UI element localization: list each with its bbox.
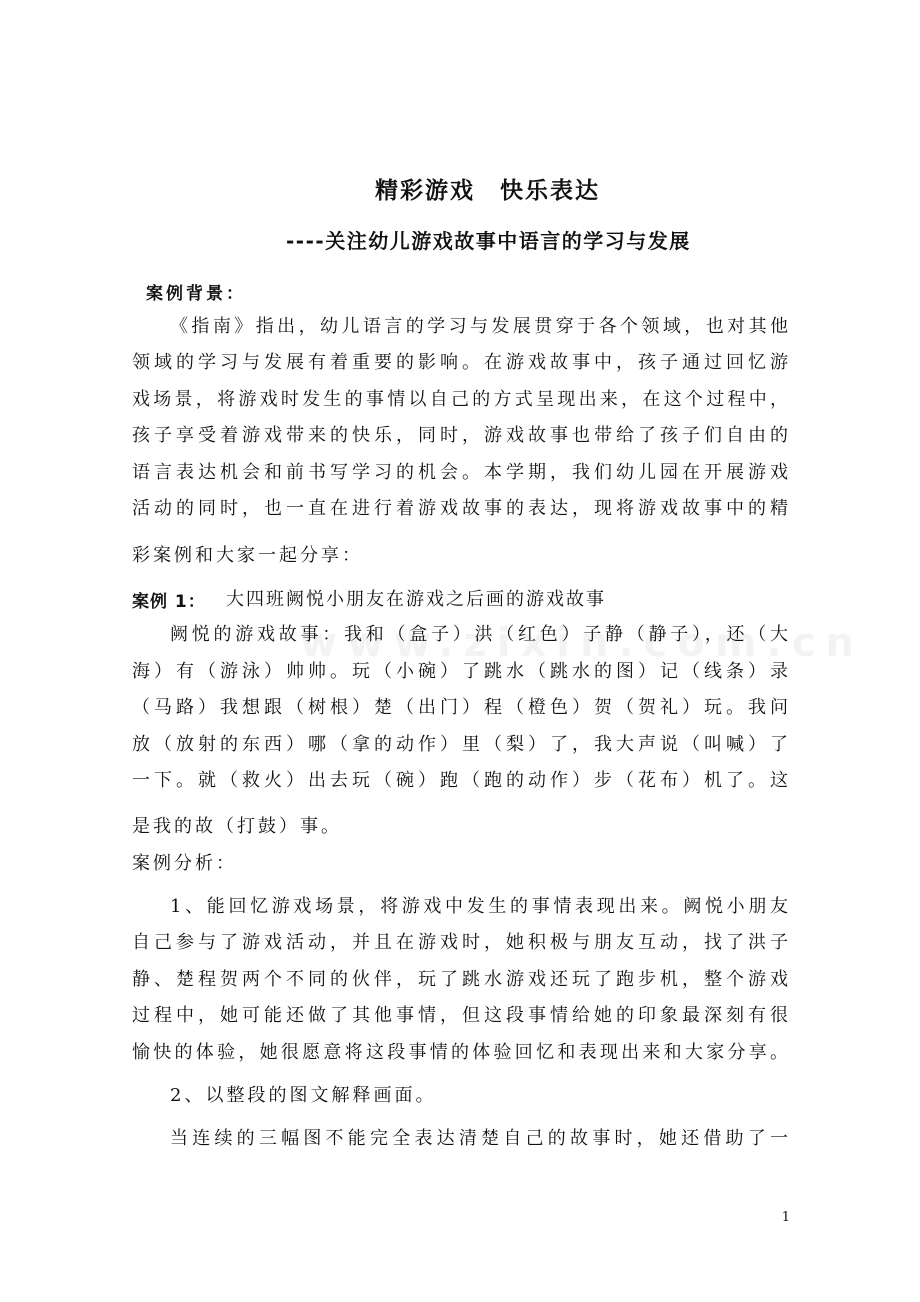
analysis-line: 当连续的三幅图不能完全表达清楚自己的故事时，她还借助了一 [170, 1128, 788, 1149]
background-line: 彩案例和大家一起分享： [132, 545, 363, 566]
case1-label: 案例 1： [132, 592, 206, 612]
background-line: 《指南》指出，幼儿语言的学习与发展贯穿于各个领域，也对其他 [170, 316, 788, 337]
analysis-line: 愉快的体验，她很愿意将这段事情的体验回忆和表现出来和大家分享。 [132, 1042, 788, 1063]
background-line: 活动的同时，也一直在进行着游戏故事的表达，现将游戏故事中的精 [132, 498, 788, 519]
background-label: 案例背景： [146, 284, 246, 304]
story-line: 一下。就（救火）出去玩（碗）跑（跑的动作）步（花布）机了。这 [132, 770, 788, 791]
story-line: 阙悦的游戏故事：我和（盒子）洪（红色）子静（静子），还（大 [170, 624, 788, 645]
story-line: （马路）我想跟（树根）楚（出门）程（橙色）贺（贺礼）玩。我问 [132, 697, 788, 718]
analysis-line: 1、能回忆游戏场景，将游戏中发生的事情表现出来。阙悦小朋友 [170, 896, 788, 917]
analysis-line: 静、楚程贺两个不同的伙伴，玩了跳水游戏还玩了跑步机，整个游戏 [132, 969, 788, 990]
analysis-point-2: 2、以整段的图文解释画面。 [170, 1085, 437, 1106]
page-subtitle: ----关注幼儿游戏故事中语言的学习与发展 [286, 229, 691, 253]
story-line: 放（放射的东西）哪（拿的动作）里（梨）了，我大声说（叫喊）了 [132, 734, 788, 755]
page-number: 1 [781, 1210, 790, 1225]
analysis-line: 过程中，她可能还做了其他事情，但这段事情给她的印象最深刻有很 [132, 1005, 788, 1026]
analysis-label: 案例分析： [132, 853, 237, 874]
story-line: 海）有（游泳）帅帅。玩（小碗）了跳水（跳水的图）记（线条）录 [132, 661, 788, 682]
background-line: 领域的学习与发展有着重要的影响。在游戏故事中，孩子通过回忆游 [132, 352, 788, 373]
background-line: 孩子享受着游戏带来的快乐，同时，游戏故事也带给了孩子们自由的 [132, 425, 788, 446]
analysis-line: 自己参与了游戏活动，并且在游戏时，她积极与朋友互动，找了洪子 [132, 932, 788, 953]
story-line: 是我的故（打鼓）事。 [132, 816, 342, 837]
page-title: 精彩游戏 快乐表达 [375, 178, 600, 204]
case1-title: 大四班阙悦小朋友在游戏之后画的游戏故事 [226, 589, 606, 610]
background-line: 戏场景，将游戏时发生的事情以自己的方式呈现出来，在这个过程中， [132, 389, 788, 410]
background-line: 语言表达机会和前书写学习的机会。本学期，我们幼儿园在开展游戏 [132, 462, 788, 483]
